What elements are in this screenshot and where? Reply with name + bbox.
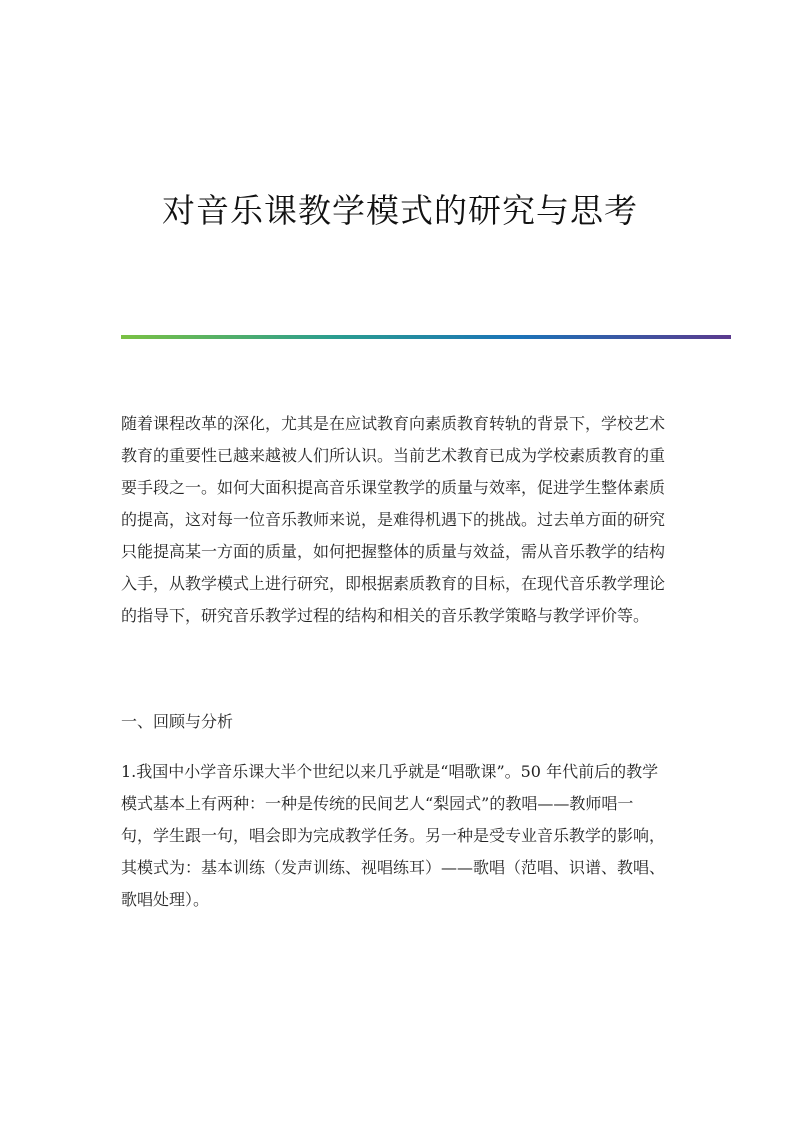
paragraph-line: 歌唱处理）。 — [121, 890, 210, 909]
paragraph-line: 教育的重要性已越来越被人们所认识。当前艺术教育已成为学校素质教育的重 — [121, 446, 666, 465]
paragraph-line: 只能提高某一方面的质量，如何把握整体的质量与效益，需从音乐教学的结构 — [121, 542, 666, 561]
paragraph-line: 句，学生跟一句，唱会即为完成教学任务。另一种是受专业音乐教学的影响， — [121, 826, 666, 845]
document-title: 对音乐课教学模式的研究与思考 — [162, 191, 638, 230]
paragraph-line: 随着课程改革的深化，尤其是在应试教育向素质教育转轨的背景下，学校艺术 — [121, 414, 666, 433]
paragraph-line: 的提高，这对每一位音乐教师来说，是难得机遇下的挑战。过去单方面的研究 — [121, 510, 666, 529]
intro-paragraph — [121, 408, 687, 632]
paragraph-line: 入手，从教学模式上进行研究，即根据素质教育的目标，在现代音乐教学理论 — [121, 574, 666, 593]
paragraph-line: 的指导下，研究音乐教学过程的结构和相关的音乐教学策略与教学评价等。 — [121, 606, 650, 625]
paragraph-line: 1.我国中小学音乐课大半个世纪以来几乎就是“唱歌课”。50 年代前后的教学 — [121, 762, 659, 781]
paragraph-line: 要手段之一。如何大面积提高音乐课堂教学的质量与效率，促进学生整体素质 — [121, 478, 666, 497]
section-paragraph — [121, 756, 687, 916]
section-heading-text: 一、回顾与分析 — [121, 712, 234, 731]
title-divider — [121, 335, 731, 339]
section-heading — [121, 706, 687, 738]
paragraph-line: 其模式为：基本训练（发声训练、视唱练耳）——歌唱（范唱、识谱、教唱、 — [121, 858, 666, 877]
paragraph-line: 模式基本上有两种：一种是传统的民间艺人“梨园式”的教唱——教师唱一 — [121, 794, 634, 813]
